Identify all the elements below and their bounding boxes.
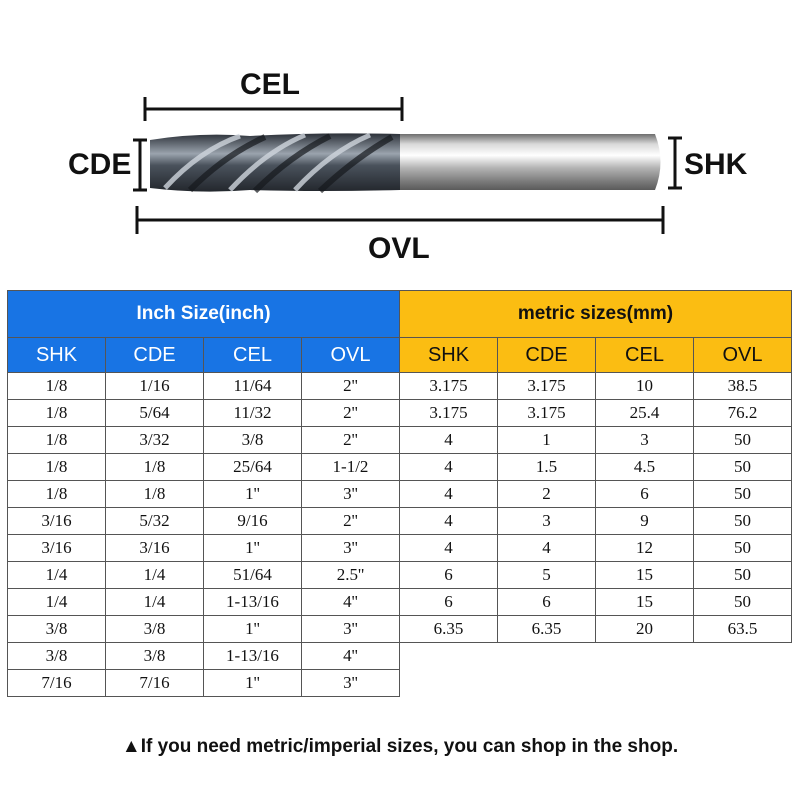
metric-cell: 6: [596, 481, 694, 508]
metric-cell: 12: [596, 535, 694, 562]
inch-cell: 3/8: [106, 643, 204, 670]
inch-cell: 3/16: [106, 535, 204, 562]
size-table: [7, 290, 792, 697]
table-row: [8, 616, 792, 643]
inch-cell: 2'': [302, 373, 400, 400]
inch-cell: 25/64: [204, 454, 302, 481]
metric-cell: 50: [694, 427, 792, 454]
inch-cell: 3/8: [106, 616, 204, 643]
inch-cell: 2'': [302, 427, 400, 454]
cel-label: CEL: [240, 68, 300, 101]
metric-cell: 6.35: [498, 616, 596, 643]
empty-cell: [498, 643, 596, 670]
inch-cell: 3/8: [8, 616, 106, 643]
column-header-row: [8, 338, 792, 373]
table-row: [8, 454, 792, 481]
metric-cell: 6.35: [400, 616, 498, 643]
metric-cell: 4: [400, 427, 498, 454]
inch-cell: 1/8: [8, 400, 106, 427]
metric-cell: 4: [400, 481, 498, 508]
inch-cell: 1'': [204, 670, 302, 697]
inch-cell: 51/64: [204, 562, 302, 589]
inch-cell: 7/16: [106, 670, 204, 697]
inch-cell: 3'': [302, 481, 400, 508]
inch-cell: 1/4: [106, 562, 204, 589]
inch-cell: 4'': [302, 643, 400, 670]
cde-label: CDE: [68, 148, 132, 181]
metric-cell: 3: [596, 427, 694, 454]
inch-cell: 1'': [204, 535, 302, 562]
metric-cell: 6: [400, 562, 498, 589]
inch-cell: 1-1/2: [302, 454, 400, 481]
inch-cell: 1/4: [8, 562, 106, 589]
inch-cell: 1/8: [8, 454, 106, 481]
inch-cell: 1/16: [106, 373, 204, 400]
table-row: [8, 670, 792, 697]
empty-cell: [400, 670, 498, 697]
empty-cell: [694, 670, 792, 697]
inch-cell: 1/4: [106, 589, 204, 616]
metric-cell: 50: [694, 535, 792, 562]
metric-col-cel: CEL: [596, 338, 694, 373]
metric-cell: 76.2: [694, 400, 792, 427]
inch-cell: 3/8: [8, 643, 106, 670]
shank: [398, 134, 661, 190]
metric-cell: 5: [498, 562, 596, 589]
inch-col-cde: CDE: [106, 338, 204, 373]
metric-cell: 4.5: [596, 454, 694, 481]
end-mill-diagram: [0, 0, 800, 285]
shop-note: ▲If you need metric/imperial sizes, you can shop in the shop.: [121, 736, 679, 757]
table-row: [8, 535, 792, 562]
metric-col-ovl: OVL: [694, 338, 792, 373]
inch-cell: 5/32: [106, 508, 204, 535]
metric-cell: 4: [498, 535, 596, 562]
shk-label: SHK: [684, 148, 748, 181]
empty-cell: [694, 643, 792, 670]
inch-cell: 3'': [302, 670, 400, 697]
inch-cell: 2'': [302, 508, 400, 535]
metric-size-header: metric sizes(mm): [400, 291, 792, 338]
empty-cell: [400, 643, 498, 670]
inch-cell: 11/64: [204, 373, 302, 400]
inch-col-shk: SHK: [8, 338, 106, 373]
metric-col-shk: SHK: [400, 338, 498, 373]
flute-body: [150, 133, 400, 191]
metric-cell: 50: [694, 589, 792, 616]
inch-cell: 1-13/16: [204, 643, 302, 670]
table-row: [8, 373, 792, 400]
metric-cell: 3.175: [498, 400, 596, 427]
metric-cell: 3.175: [400, 373, 498, 400]
table-row: [8, 562, 792, 589]
inch-cell: 1/4: [8, 589, 106, 616]
metric-cell: 1.5: [498, 454, 596, 481]
inch-cell: 2.5'': [302, 562, 400, 589]
inch-cell: 1'': [204, 481, 302, 508]
inch-cell: 1/8: [8, 427, 106, 454]
metric-cell: 9: [596, 508, 694, 535]
metric-cell: 38.5: [694, 373, 792, 400]
empty-cell: [596, 643, 694, 670]
inch-cell: 9/16: [204, 508, 302, 535]
inch-cell: 3'': [302, 535, 400, 562]
inch-col-ovl: OVL: [302, 338, 400, 373]
inch-cell: 1/8: [8, 373, 106, 400]
inch-cell: 1/8: [106, 481, 204, 508]
metric-cell: 15: [596, 589, 694, 616]
inch-cell: 3/32: [106, 427, 204, 454]
metric-col-cde: CDE: [498, 338, 596, 373]
metric-cell: 3.175: [498, 373, 596, 400]
metric-cell: 15: [596, 562, 694, 589]
table-row: [8, 427, 792, 454]
metric-cell: 25.4: [596, 400, 694, 427]
metric-cell: 50: [694, 481, 792, 508]
inch-cell: 1-13/16: [204, 589, 302, 616]
table-row: [8, 400, 792, 427]
inch-cell: 3/8: [204, 427, 302, 454]
metric-cell: 4: [400, 454, 498, 481]
inch-cell: 3/16: [8, 535, 106, 562]
table-row: [8, 643, 792, 670]
inch-cell: 5/64: [106, 400, 204, 427]
inch-cell: 4'': [302, 589, 400, 616]
inch-cell: 1/8: [8, 481, 106, 508]
table-row: [8, 481, 792, 508]
inch-cell: 7/16: [8, 670, 106, 697]
inch-cell: 11/32: [204, 400, 302, 427]
empty-cell: [498, 670, 596, 697]
empty-cell: [596, 670, 694, 697]
metric-cell: 50: [694, 562, 792, 589]
metric-cell: 4: [400, 508, 498, 535]
inch-cell: 1'': [204, 616, 302, 643]
group-header-row: [8, 291, 792, 338]
metric-cell: 50: [694, 508, 792, 535]
ovl-label: OVL: [368, 232, 430, 265]
metric-cell: 6: [498, 589, 596, 616]
metric-cell: 4: [400, 535, 498, 562]
metric-cell: 1: [498, 427, 596, 454]
metric-cell: 3.175: [400, 400, 498, 427]
inch-size-header: Inch Size(inch): [8, 291, 400, 338]
inch-cell: 1/8: [106, 454, 204, 481]
table-row: [8, 589, 792, 616]
inch-cell: 3/16: [8, 508, 106, 535]
inch-col-cel: CEL: [204, 338, 302, 373]
metric-cell: 20: [596, 616, 694, 643]
inch-cell: 2'': [302, 400, 400, 427]
metric-cell: 50: [694, 454, 792, 481]
metric-cell: 10: [596, 373, 694, 400]
metric-cell: 63.5: [694, 616, 792, 643]
metric-cell: 6: [400, 589, 498, 616]
metric-cell: 3: [498, 508, 596, 535]
metric-cell: 2: [498, 481, 596, 508]
inch-cell: 3'': [302, 616, 400, 643]
table-row: [8, 508, 792, 535]
